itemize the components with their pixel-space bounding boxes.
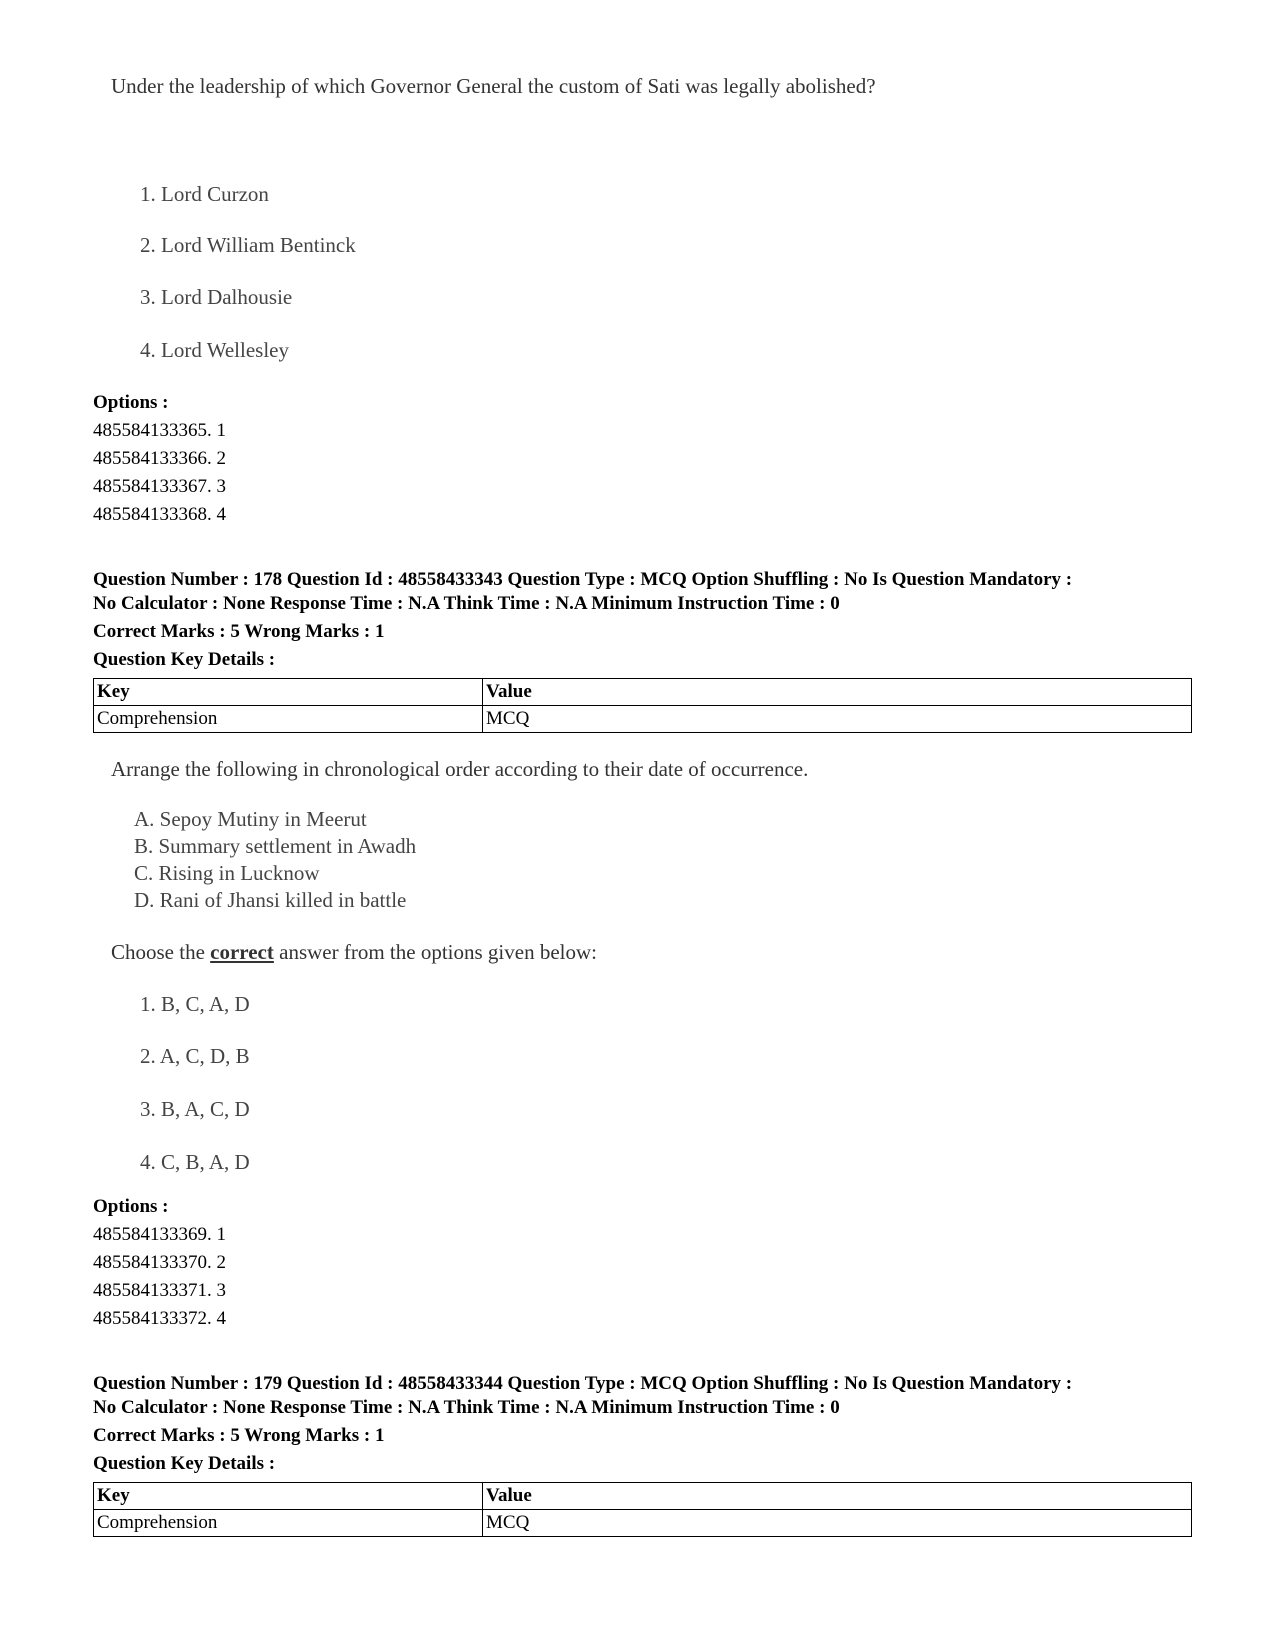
- table-cell-value: MCQ: [483, 1510, 1192, 1537]
- question-meta-line1: Question Number : 178 Question Id : 48558433343 Question Type : MCQ Option Shuffling : No Is Question Mandatory :: [93, 569, 1073, 590]
- option-id-2: 485584133370. 2: [93, 1252, 226, 1273]
- marks-line: Correct Marks : 5 Wrong Marks : 1: [93, 1425, 385, 1446]
- table-header-row: [94, 1483, 1192, 1510]
- table-header-key: Key: [94, 679, 483, 706]
- choice-3: 3. B, A, C, D: [140, 1097, 250, 1121]
- choose-post: answer from the options given below:: [273, 940, 597, 964]
- table-header-value: Value: [483, 1483, 1192, 1510]
- table-cell-value: MCQ: [483, 706, 1192, 733]
- choice-4: 4. Lord Wellesley: [140, 338, 289, 362]
- choose-emphasis: correct: [210, 940, 274, 964]
- choice-2: 2. A, C, D, B: [140, 1044, 250, 1068]
- table-cell-key: Comprehension: [94, 1510, 483, 1537]
- question-text: Under the leadership of which Governor General the custom of Sati was legally abolished?: [111, 74, 876, 98]
- options-label: Options :: [93, 1196, 169, 1217]
- choice-3: 3. Lord Dalhousie: [140, 285, 293, 309]
- item-b: B. Summary settlement in Awadh: [134, 834, 417, 858]
- option-id-1: 485584133365. 1: [93, 420, 226, 441]
- option-id-3: 485584133367. 3: [93, 476, 226, 497]
- choice-1: 1. Lord Curzon: [140, 182, 269, 206]
- question-meta-line1: Question Number : 179 Question Id : 48558433344 Question Type : MCQ Option Shuffling : No Is Question Mandatory :: [93, 1373, 1073, 1394]
- key-details-label: Question Key Details :: [93, 1453, 276, 1474]
- choice-1: 1. B, C, A, D: [140, 992, 250, 1016]
- choose-instruction: [111, 940, 597, 965]
- table-header-key: Key: [94, 1483, 483, 1510]
- option-id-3: 485584133371. 3: [93, 1280, 226, 1301]
- key-value-table: [93, 678, 1192, 733]
- question-meta-line2: No Calculator : None Response Time : N.A Think Time : N.A Minimum Instruction Time : 0: [93, 593, 840, 614]
- choice-2: 2. Lord William Bentinck: [140, 233, 356, 257]
- option-id-1: 485584133369. 1: [93, 1224, 226, 1245]
- question-meta-line2: No Calculator : None Response Time : N.A Think Time : N.A Minimum Instruction Time : 0: [93, 1397, 840, 1418]
- item-a: A. Sepoy Mutiny in Meerut: [134, 807, 367, 831]
- table-row: [94, 706, 1192, 733]
- table-row: [94, 1510, 1192, 1537]
- question-text: Arrange the following in chronological order according to their date of occurrence.: [111, 757, 809, 781]
- options-label: Options :: [93, 392, 169, 413]
- option-id-2: 485584133366. 2: [93, 448, 226, 469]
- key-details-label: Question Key Details :: [93, 649, 276, 670]
- choice-4: 4. C, B, A, D: [140, 1150, 250, 1174]
- table-header-value: Value: [483, 679, 1192, 706]
- item-d: D. Rani of Jhansi killed in battle: [134, 888, 407, 912]
- table-header-row: [94, 679, 1192, 706]
- choose-pre: Choose the: [111, 940, 211, 964]
- key-value-table: [93, 1482, 1192, 1537]
- marks-line: Correct Marks : 5 Wrong Marks : 1: [93, 621, 385, 642]
- option-id-4: 485584133368. 4: [93, 504, 226, 525]
- table-cell-key: Comprehension: [94, 706, 483, 733]
- item-c: C. Rising in Lucknow: [134, 861, 320, 885]
- option-id-4: 485584133372. 4: [93, 1308, 226, 1329]
